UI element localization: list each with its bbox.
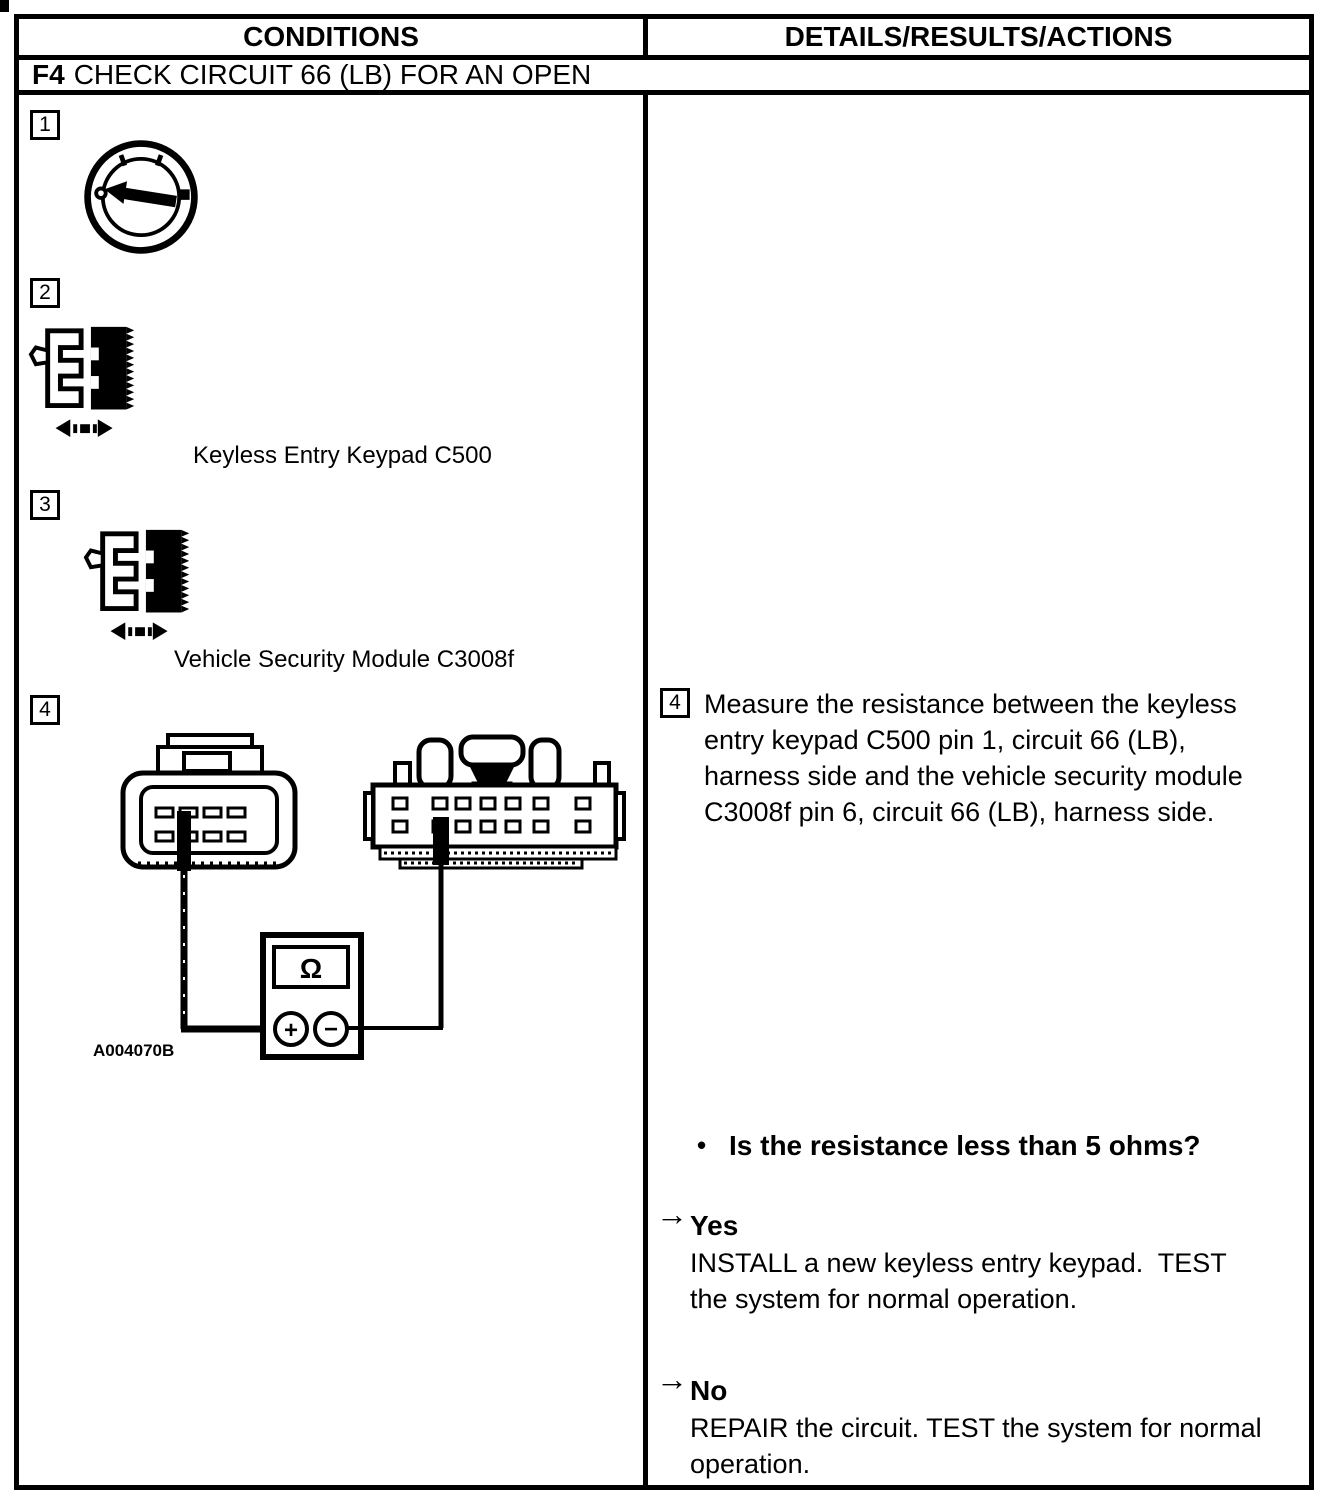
no-arrow-icon: → (656, 1361, 688, 1397)
resistance-measurement-diagram (68, 725, 646, 1085)
pinpoint-test-table (14, 14, 1314, 1490)
figure-id-label: A004070B (93, 1041, 175, 1060)
test-title-row (19, 60, 1309, 95)
positive-terminal: + (283, 1017, 299, 1044)
disconnect-connector-icon (28, 315, 146, 443)
step-4-number: 4 (39, 698, 51, 721)
decision-question: Is the resistance less than 5 ohms? (729, 1130, 1201, 1161)
table-body-row (19, 95, 1309, 1485)
ohm-symbol: Ω (299, 953, 323, 984)
scan-artifact (0, 0, 9, 12)
yes-label: Yes (690, 1210, 739, 1241)
step-4-instruction: Measure the resistance between the keyless entry keypad C500 pin 1, circuit 66 (LB), harness side and the vehicle security module C3008f pin 6, circuit 66 (LB), harness side. (704, 689, 1243, 827)
test-title: CHECK CIRCUIT 66 (LB) FOR AN OPEN (73, 59, 592, 90)
step-3-marker (30, 490, 60, 520)
yes-action: INSTALL a new keyless entry keypad. TEST the system for normal operation. (690, 1248, 1234, 1314)
decision-question-row (697, 1130, 1201, 1162)
bullet-icon: • (697, 1130, 707, 1160)
negative-terminal: − (323, 1016, 339, 1043)
step-2-label: Keyless Entry Keypad C500 (193, 442, 492, 469)
table-header-row (19, 19, 1309, 60)
step-3-number: 3 (39, 493, 51, 516)
conditions-cell (19, 95, 648, 1485)
details-column-header: DETAILS/RESULTS/ACTIONS (784, 21, 1173, 52)
ignition-key-off-icon (79, 135, 203, 259)
step-1-marker (30, 110, 60, 140)
yes-arrow-icon: → (656, 1196, 688, 1232)
details-cell (648, 95, 1309, 1485)
no-action: REPAIR the circuit. TEST the system for normal operation. (690, 1413, 1270, 1479)
step-3-label: Vehicle Security Module C3008f (174, 646, 515, 673)
disconnect-connector-icon (83, 518, 201, 646)
conditions-column-header: CONDITIONS (19, 19, 648, 55)
details-step-4-marker (660, 688, 690, 718)
no-label: No (690, 1375, 728, 1406)
step-4-marker (30, 695, 60, 725)
step-2-marker (30, 278, 60, 308)
step-2-number: 2 (39, 281, 51, 304)
details-step-4-number: 4 (669, 691, 681, 714)
test-code: F4 (32, 59, 65, 90)
step-1-number: 1 (39, 113, 51, 136)
